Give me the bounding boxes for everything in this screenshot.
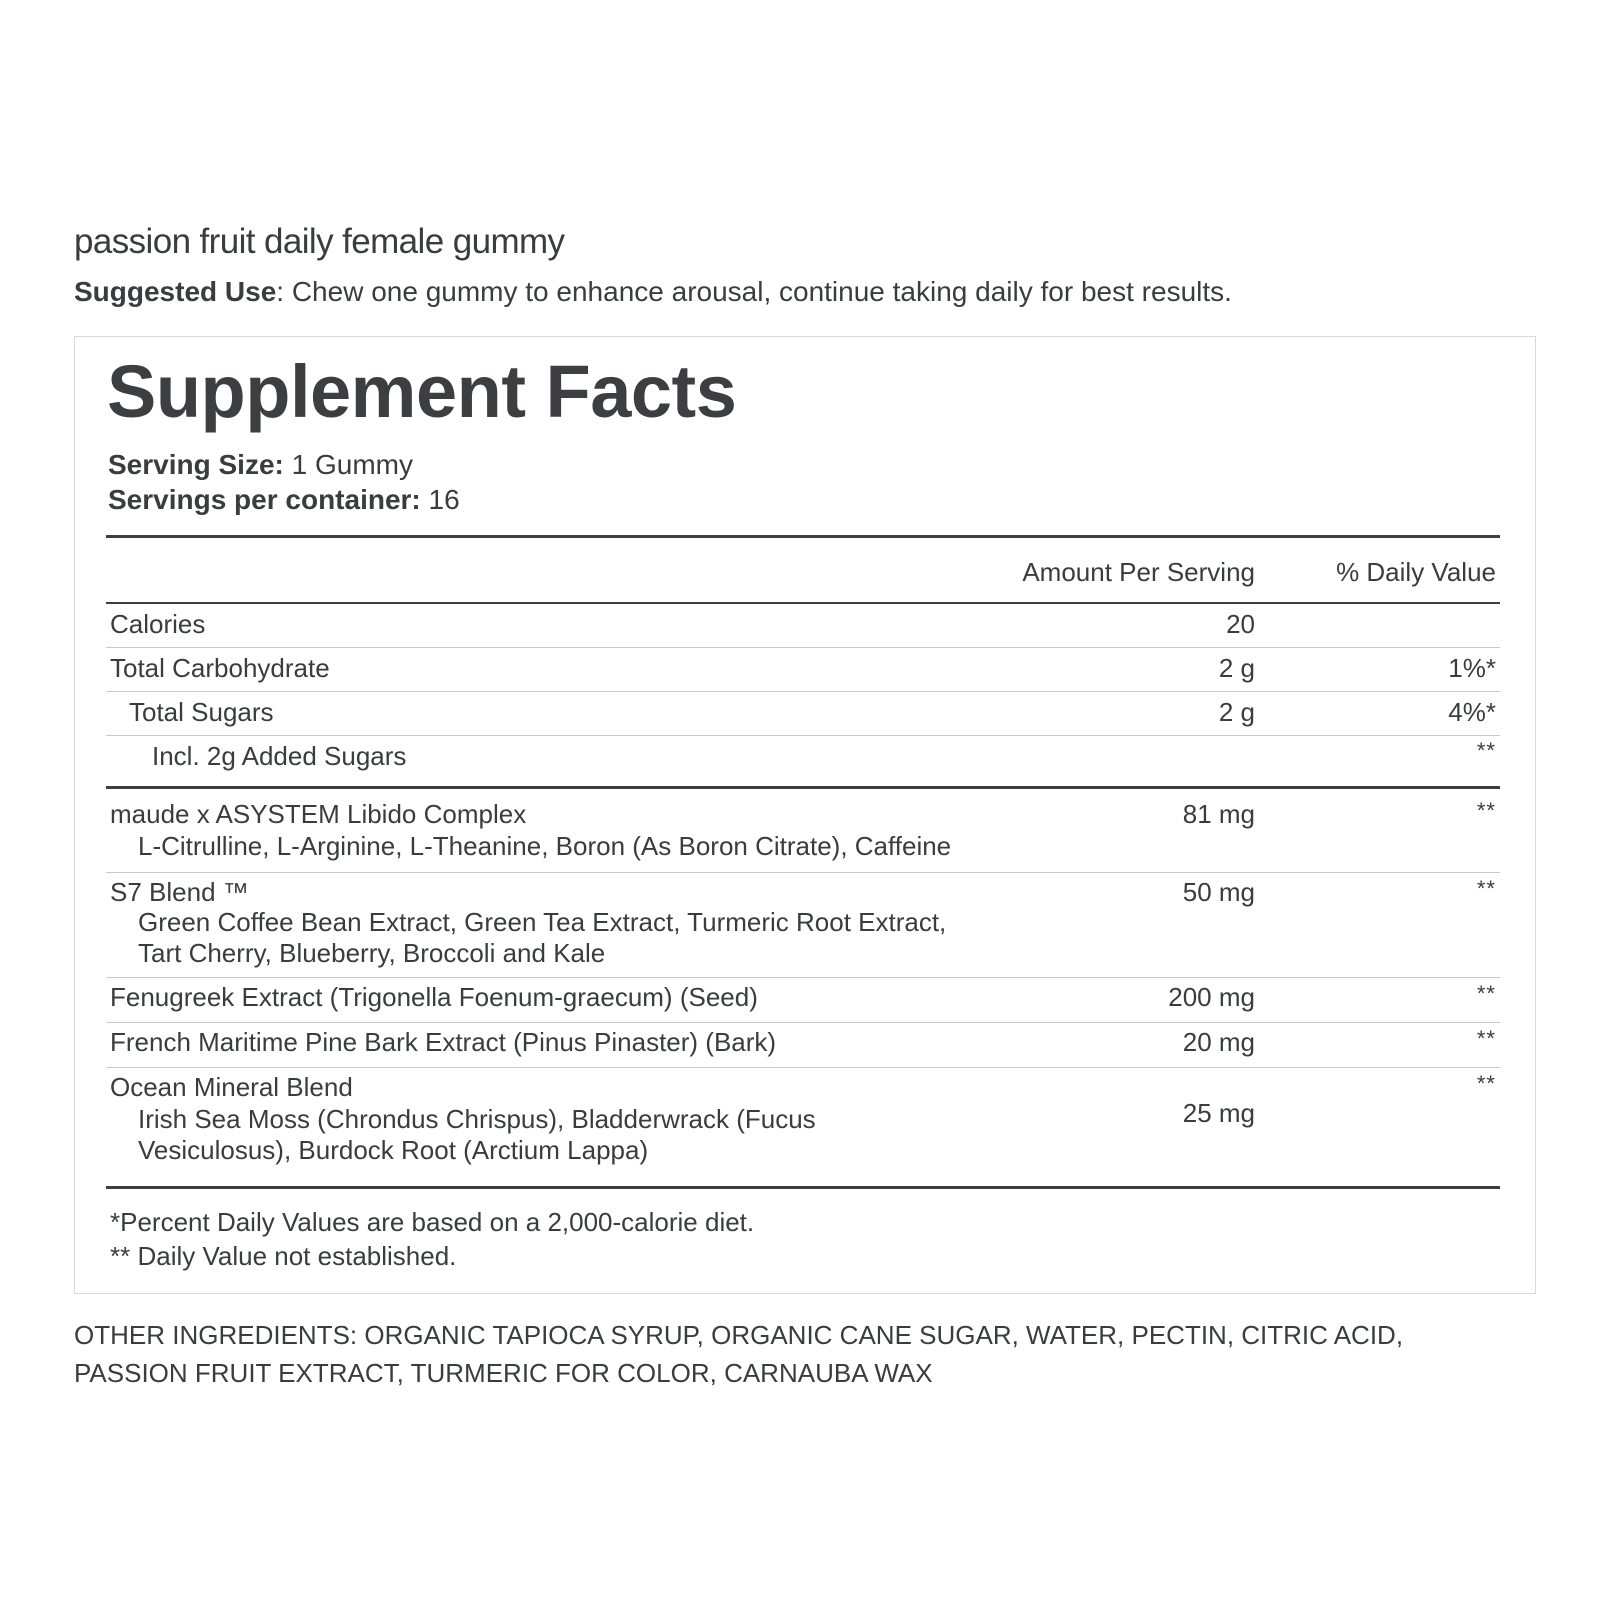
- row-amount-total-sugars: 2 g: [1218, 697, 1255, 727]
- row-name-total-sugars: Total Sugars: [129, 697, 274, 727]
- other-ingredients-line-1: OTHER INGREDIENTS: ORGANIC TAPIOCA SYRUP, ORGANIC CANE SUGAR, WATER, PECTIN, CITRIC ACID,: [74, 1320, 1404, 1350]
- header-daily-value: % Daily Value: [1336, 557, 1496, 587]
- serving-size-label: Serving Size:: [108, 449, 284, 480]
- ingredient-name-ocean-mineral: Ocean Mineral Blend: [110, 1072, 353, 1102]
- footnote-percent-dv: *Percent Daily Values are based on a 2,000-calorie diet.: [110, 1207, 755, 1237]
- ingredient-dv-s7-blend: **: [1476, 876, 1496, 901]
- divider-row: [106, 647, 1500, 648]
- ingredient-amount-fenugreek: 200 mg: [1168, 982, 1255, 1012]
- product-title: passion fruit daily female gummy: [74, 222, 565, 261]
- ingredient-amount-ocean-mineral: 25 mg: [1182, 1098, 1255, 1128]
- ingredient-name-pine-bark: French Maritime Pine Bark Extract (Pinus Pinaster) (Bark): [110, 1027, 777, 1057]
- row-amount-calories: 20: [1226, 609, 1255, 639]
- ingredient-amount-s7-blend: 50 mg: [1182, 877, 1255, 907]
- divider-top: [106, 535, 1500, 538]
- ingredient-sub-ocean-mineral-2: Vesiculosus), Burdock Root (Arctium Lappa): [138, 1135, 649, 1165]
- other-ingredients: [74, 1316, 1534, 1392]
- ingredient-sub-ocean-mineral-1: Irish Sea Moss (Chrondus Chrispus), Bladderwrack (Fucus: [138, 1104, 816, 1134]
- header-amount: Amount Per Serving: [1022, 557, 1255, 587]
- row-dv-added-sugars: **: [1476, 738, 1496, 763]
- ingredient-dv-ocean-mineral: **: [1476, 1071, 1496, 1096]
- ingredient-sub-s7-blend-1: Green Coffee Bean Extract, Green Tea Extract, Turmeric Root Extract,: [138, 907, 947, 937]
- row-dv-total-sugars: 4%*: [1448, 697, 1496, 727]
- divider-bottom: [106, 1186, 1500, 1189]
- supplement-facts-panel: [74, 336, 1536, 1294]
- ingredient-dv-fenugreek: **: [1476, 981, 1496, 1006]
- servings-per-value: 16: [420, 484, 460, 515]
- row-dv-total-carbohydrate: 1%*: [1448, 653, 1496, 683]
- divider-row: [106, 691, 1500, 692]
- other-ingredients-line-2: PASSION FRUIT EXTRACT, TURMERIC FOR COLOR, CARNAUBA WAX: [74, 1358, 933, 1388]
- row-name-added-sugars: Incl. 2g Added Sugars: [152, 741, 407, 771]
- footnote-dv-not-established: ** Daily Value not established.: [110, 1241, 457, 1271]
- ingredient-dv-pine-bark: **: [1476, 1026, 1496, 1051]
- row-name-calories: Calories: [110, 609, 206, 639]
- ingredient-sub-libido-complex: L-Citrulline, L-Arginine, L-Theanine, Boron (As Boron Citrate), Caffeine: [138, 831, 952, 861]
- servings-per-container: [108, 484, 460, 516]
- serving-size: [108, 449, 413, 481]
- ingredient-sub-s7-blend-2: Tart Cherry, Blueberry, Broccoli and Kale: [138, 938, 606, 968]
- servings-per-label: Servings per container:: [108, 484, 421, 515]
- ingredient-amount-pine-bark: 20 mg: [1182, 1027, 1255, 1057]
- ingredient-name-s7-blend: S7 Blend ™: [110, 877, 249, 907]
- ingredient-dv-libido-complex: **: [1476, 798, 1496, 823]
- divider-header: [106, 602, 1500, 604]
- serving-size-value: 1 Gummy: [283, 449, 413, 480]
- suggested-use: [74, 276, 1232, 308]
- ingredient-name-libido-complex: maude x ASYSTEM Libido Complex: [110, 799, 527, 829]
- facts-title: Supplement Facts: [107, 350, 737, 433]
- suggested-use-label: Suggested Use: [74, 276, 277, 307]
- row-name-total-carbohydrate: Total Carbohydrate: [110, 653, 330, 683]
- suggested-use-text: : Chew one gummy to enhance arousal, continue taking daily for best results.: [276, 276, 1232, 307]
- ingredient-amount-libido-complex: 81 mg: [1182, 799, 1255, 829]
- row-amount-total-carbohydrate: 2 g: [1218, 653, 1255, 683]
- ingredient-name-fenugreek: Fenugreek Extract (Trigonella Foenum-graecum) (Seed): [110, 982, 758, 1012]
- divider-ingredients: [106, 786, 1500, 789]
